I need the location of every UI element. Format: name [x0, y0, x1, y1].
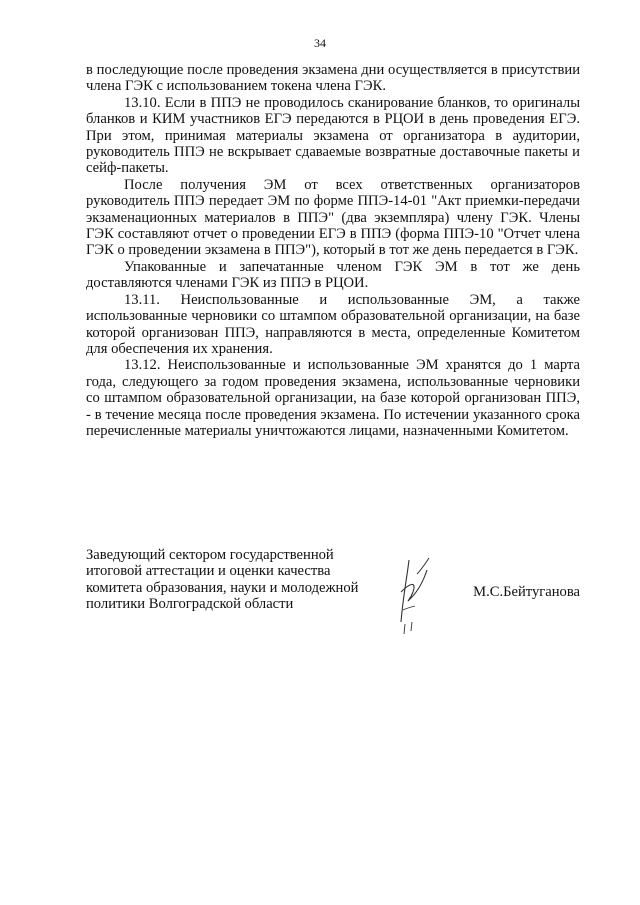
- paragraph-packed-delivery: Упакованные и запечатанные членом ГЭК ЭМ в тот же день доставляются членами ГЭК из ППЭ в РЦОИ.: [86, 258, 580, 292]
- signer-title-line: политики Волгоградской области: [86, 596, 294, 613]
- signer-title: [86, 547, 376, 613]
- paragraph-13-11: 13.11. Неиспользованные и использованные ЭМ, а также использованные черновики со штампом образовательной организации, на базе которой организован ППЭ, направляются в места, определенные Комитетом для обеспечения их хранения.: [86, 291, 580, 357]
- handwritten-signature: [391, 552, 451, 637]
- signer-title-line: Заведующий сектором государственной: [86, 547, 334, 563]
- document-body: [86, 62, 580, 439]
- paragraph-13-12: 13.12. Неиспользованные и использованные ЭМ хранятся до 1 марта года, следующего за годом проведения экзамена, использованные черновики со штампом образовательной организации, на базе которой организован ППЭ, - в течение месяца после проведения экзамена. По истечении указанного срока перечисленные материалы уничтожаются лицами, назначенными Комитетом.: [86, 357, 580, 439]
- paragraph-em-transfer: После получения ЭМ от всех ответственных организаторов руководитель ППЭ передает ЭМ по форме ППЭ-14-01 "Акт приемки-передачи экзаменационных материалов в ППЭ" (два экземпляра) члену ГЭК. Члены ГЭК составляют отчет о проведении ЕГЭ в ППЭ (форма ППЭ-10 "Отчет члена ГЭК о проведении экзамена в ППЭ"), который в тот же день передается в ГЭК.: [86, 176, 580, 259]
- page-number: 34: [314, 36, 326, 50]
- signer-title-line: итоговой аттестации и оценки качества: [86, 563, 331, 580]
- signature-block: [86, 547, 580, 637]
- signer-name: М.С.Бейтуганова: [473, 584, 580, 600]
- paragraph-continuation: в последующие после проведения экзамена дни осуществляется в присутствии члена ГЭК с использованием токена члена ГЭК.: [86, 62, 580, 95]
- paragraph-13-10: 13.10. Если в ППЭ не проводилось сканирование бланков, то оригиналы бланков и КИМ участников ЕГЭ передаются в РЦОИ в день проведения ЕГЭ. При этом, принимая материалы экзамена от организатора в аудитории, руководитель ППЭ не вскрывает сдаваемые возвратные доставочные пакеты и сейф-пакеты.: [86, 94, 580, 177]
- signer-title-line: комитета образования, науки и молодежной: [86, 579, 359, 596]
